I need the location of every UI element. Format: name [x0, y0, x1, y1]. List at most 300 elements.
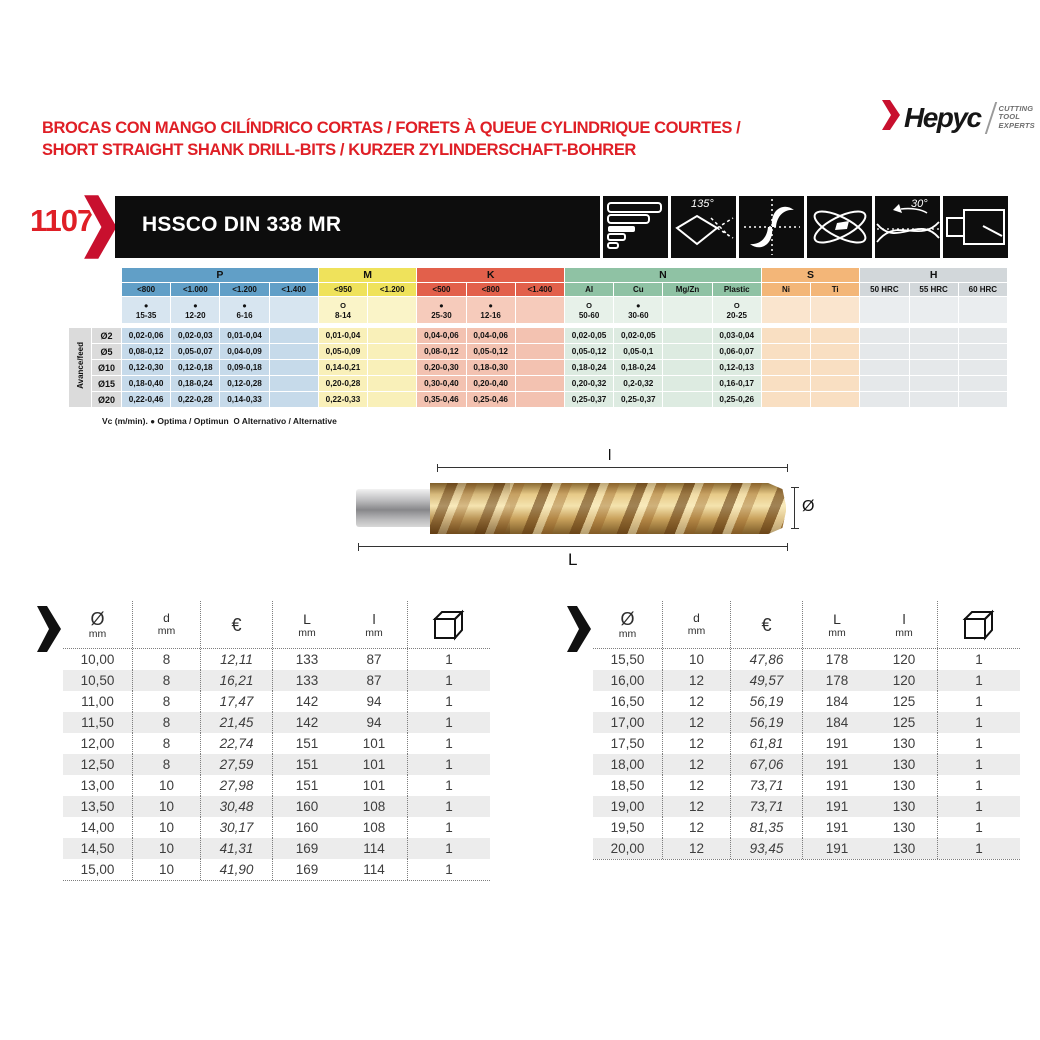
feed-value-cell: 0,30-0,40	[417, 376, 465, 391]
feed-value-cell	[516, 360, 564, 375]
feed-value-cell	[270, 392, 318, 407]
feed-value-cell	[762, 328, 810, 343]
feed-value-cell	[811, 360, 859, 375]
feed-value-cell	[959, 360, 1007, 375]
order-cell: 133	[295, 652, 319, 667]
order-cell: 191	[825, 841, 849, 856]
flute-length-label: l	[608, 447, 612, 464]
material-subcol: <950	[319, 283, 367, 296]
feed-value-cell	[663, 392, 711, 407]
vc-cell	[762, 297, 810, 323]
order-cell: 1	[975, 757, 983, 772]
order-cell: 191	[825, 799, 849, 814]
diameter-dim-line	[794, 487, 795, 529]
order-cell: 1	[445, 652, 453, 667]
order-cell: 178	[825, 673, 849, 688]
vc-cell: O 50-60	[565, 297, 613, 323]
feed-value-cell: 0,02-0,05	[565, 328, 613, 343]
material-subcol: <800	[122, 283, 170, 296]
order-row	[63, 712, 490, 733]
feed-value-cell: 0,12-0,13	[713, 360, 761, 375]
order-cell: 1	[445, 862, 453, 877]
table-chevron-icon	[567, 606, 593, 657]
feed-value-cell	[368, 392, 416, 407]
order-cell: 10	[133, 775, 201, 796]
flute-length-col-header: l	[902, 610, 906, 627]
order-cell: 47,86	[731, 649, 803, 670]
material-subcol: <800	[467, 283, 515, 296]
feed-value-cell	[910, 392, 958, 407]
order-cell: 41,90	[201, 859, 273, 880]
feed-value-cell: 0,18-0,24	[565, 360, 613, 375]
feed-value-cell: 0,01-0,04	[319, 328, 367, 343]
feed-value-cell: 0,08-0,12	[417, 344, 465, 359]
order-row	[63, 859, 490, 880]
order-cell: 1	[975, 694, 983, 709]
size-range-icon	[600, 196, 668, 258]
order-cell: 10	[133, 796, 201, 817]
order-cell: 10	[663, 649, 731, 670]
order-cell: 13,50	[63, 796, 133, 817]
feed-value-cell	[910, 328, 958, 343]
feed-value-cell	[860, 344, 908, 359]
feed-value-cell: 0,20-0,28	[319, 376, 367, 391]
feed-value-cell: 0,18-0,30	[467, 360, 515, 375]
total-length-col-header: L	[303, 610, 311, 627]
feed-value-cell: 0,09-0,18	[220, 360, 268, 375]
order-row	[63, 775, 490, 796]
total-length-dim-line	[358, 546, 788, 547]
drill-shank-image	[356, 489, 433, 527]
feed-value-cell	[270, 376, 318, 391]
material-subcol: Plastic	[713, 283, 761, 296]
cutting-table-legend: Vc (m/min). ● Optima / Optimun O Alternativo / Alternative	[102, 416, 337, 426]
order-row	[63, 838, 490, 859]
feed-value-cell: 0,18-0,24	[171, 376, 219, 391]
feed-value-cell	[368, 328, 416, 343]
order-cell: 169	[295, 841, 319, 856]
order-row	[63, 691, 490, 712]
vc-cell	[516, 297, 564, 323]
feed-value-cell: 0,04-0,06	[417, 328, 465, 343]
feed-value-cell: 0,25-0,46	[467, 392, 515, 407]
order-cell: 56,19	[731, 712, 803, 733]
material-group-K: K	[417, 268, 564, 282]
feed-value-cell: 0,05-0,1	[614, 344, 662, 359]
order-cell: 1	[445, 841, 453, 856]
feed-value-cell	[516, 328, 564, 343]
order-row	[593, 733, 1020, 754]
material-subcol: 50 HRC	[860, 283, 908, 296]
material-group-N: N	[565, 268, 761, 282]
order-cell: 1	[445, 799, 453, 814]
order-cell: 94	[341, 712, 408, 733]
material-subcol: <1.400	[516, 283, 564, 296]
vc-cell	[959, 297, 1007, 323]
feed-value-cell: 0,12-0,28	[220, 376, 268, 391]
order-cell: 101	[341, 754, 408, 775]
order-cell: 108	[341, 796, 408, 817]
order-cell: 191	[825, 757, 849, 772]
feed-value-cell: 0,05-0,12	[565, 344, 613, 359]
order-cell: 1	[445, 820, 453, 835]
feed-value-cell	[959, 328, 1007, 343]
order-cell: 191	[825, 778, 849, 793]
feed-value-cell: 0,01-0,04	[220, 328, 268, 343]
order-cell: 10,00	[63, 649, 133, 670]
feed-value-cell	[762, 392, 810, 407]
order-cell: 1	[975, 652, 983, 667]
order-row	[593, 817, 1020, 838]
flute-length-dim-line	[437, 467, 788, 468]
order-table-body	[63, 649, 490, 880]
feed-value-cell: 0,06-0,07	[713, 344, 761, 359]
diameter-col-header: Ø	[90, 608, 105, 629]
feed-value-cell	[811, 344, 859, 359]
order-cell: 1	[445, 673, 453, 688]
vc-cell: ● 12-20	[171, 297, 219, 323]
material-subcol: Mg/Zn	[663, 283, 711, 296]
order-cell: 17,50	[593, 733, 663, 754]
feed-value-cell	[860, 392, 908, 407]
order-cell: 20,00	[593, 838, 663, 859]
feed-value-cell: 0,14-0,33	[220, 392, 268, 407]
vc-cell	[860, 297, 908, 323]
feed-value-cell: 0,20-0,32	[565, 376, 613, 391]
material-subcol: 55 HRC	[910, 283, 958, 296]
feed-diameter-label: Ø5	[92, 344, 121, 359]
order-cell: 1	[975, 778, 983, 793]
package-qty-icon	[408, 601, 490, 648]
order-cell: 12	[663, 733, 731, 754]
feed-value-cell: 0,22-0,28	[171, 392, 219, 407]
order-cell: 27,98	[201, 775, 273, 796]
order-cell: 160	[295, 799, 319, 814]
order-cell: 19,00	[593, 796, 663, 817]
feed-value-cell: 0,25-0,37	[565, 392, 613, 407]
order-cell: 12	[663, 775, 731, 796]
order-cell: 87	[341, 649, 408, 670]
order-cell: 10,50	[63, 670, 133, 691]
order-row	[593, 712, 1020, 733]
price-col-header: €	[231, 614, 242, 635]
logo-divider	[984, 102, 996, 134]
feed-value-cell	[368, 344, 416, 359]
total-length-label: L	[568, 550, 578, 569]
order-row	[593, 754, 1020, 775]
order-cell: 30,48	[201, 796, 273, 817]
order-row	[593, 838, 1020, 859]
order-cell: 73,71	[731, 796, 803, 817]
order-cell: 67,06	[731, 754, 803, 775]
feed-value-cell	[811, 328, 859, 343]
price-col-header: €	[761, 614, 772, 635]
feed-value-cell	[368, 376, 416, 391]
feed-value-cell: 0,20-0,40	[467, 376, 515, 391]
order-cell: 21,45	[201, 712, 273, 733]
feed-value-cell: 0,05-0,12	[467, 344, 515, 359]
order-cell: 10	[133, 817, 201, 838]
order-cell: 8	[133, 733, 201, 754]
feed-value-cell: 0,05-0,07	[171, 344, 219, 359]
feed-value-cell: 0,18-0,24	[614, 360, 662, 375]
order-table-body	[593, 649, 1020, 859]
feed-value-cell: 0,35-0,46	[417, 392, 465, 407]
order-cell: 93,45	[731, 838, 803, 859]
order-cell: 12	[663, 712, 731, 733]
order-cell: 10	[133, 859, 201, 880]
order-cell: 8	[133, 754, 201, 775]
order-cell: 12,50	[63, 754, 133, 775]
product-title-bar	[115, 196, 1008, 258]
order-row	[63, 649, 490, 670]
material-subcol: 60 HRC	[959, 283, 1007, 296]
order-cell: 41,31	[201, 838, 273, 859]
alternative-mark-icon: O	[233, 417, 240, 426]
feed-value-cell: 0,22-0,33	[319, 392, 367, 407]
order-cell: 130	[871, 838, 938, 859]
order-cell: 151	[295, 736, 319, 751]
feed-value-cell	[762, 376, 810, 391]
order-cell: 11,50	[63, 712, 133, 733]
order-cell: 18,50	[593, 775, 663, 796]
diameter-label: Ø	[802, 498, 815, 515]
order-cell: 191	[825, 736, 849, 751]
feed-value-cell	[762, 344, 810, 359]
material-subcol: Cu	[614, 283, 662, 296]
order-cell: 15,50	[593, 649, 663, 670]
order-cell: 18,00	[593, 754, 663, 775]
order-cell: 142	[295, 694, 319, 709]
order-cell: 8	[133, 649, 201, 670]
material-subcol: <1.000	[171, 283, 219, 296]
feed-value-cell	[516, 344, 564, 359]
feed-value-cell	[910, 344, 958, 359]
product-name: HSSCO DIN 338 MR	[142, 213, 342, 236]
feed-value-cell	[811, 376, 859, 391]
order-cell: 142	[295, 715, 319, 730]
feed-value-cell	[663, 360, 711, 375]
order-cell: 133	[295, 673, 319, 688]
order-cell: 12,00	[63, 733, 133, 754]
flute-length-col-header: l	[372, 610, 376, 627]
order-cell: 1	[975, 736, 983, 751]
order-cell: 130	[871, 775, 938, 796]
order-cell: 1	[975, 715, 983, 730]
order-cell: 19,50	[593, 817, 663, 838]
vc-cell: O 8-14	[319, 297, 367, 323]
order-cell: 108	[341, 817, 408, 838]
page-title	[42, 117, 740, 161]
vc-cell: ● 15-35	[122, 297, 170, 323]
material-group-H: H	[860, 268, 1007, 282]
vc-cell	[811, 297, 859, 323]
material-group-P: P	[122, 268, 318, 282]
material-subcol: Ni	[762, 283, 810, 296]
vc-cell	[270, 297, 318, 323]
order-cell: 178	[825, 652, 849, 667]
order-cell: 120	[871, 649, 938, 670]
order-cell: 160	[295, 820, 319, 835]
order-cell: 17,47	[201, 691, 273, 712]
feed-value-cell: 0,03-0,04	[713, 328, 761, 343]
feed-value-cell: 0,02-0,05	[614, 328, 662, 343]
feed-value-cell: 0,12-0,30	[122, 360, 170, 375]
feed-value-cell: 0,18-0,40	[122, 376, 170, 391]
order-row	[593, 670, 1020, 691]
order-cell: 30,17	[201, 817, 273, 838]
order-cell: 125	[871, 691, 938, 712]
order-cell: 125	[871, 712, 938, 733]
order-cell: 16,21	[201, 670, 273, 691]
feed-value-cell	[910, 376, 958, 391]
order-cell: 8	[133, 691, 201, 712]
order-row	[593, 691, 1020, 712]
order-cell: 13,00	[63, 775, 133, 796]
feed-value-cell	[959, 344, 1007, 359]
order-row	[63, 754, 490, 775]
total-length-col-header: L	[833, 610, 841, 627]
feed-value-cell: 0,16-0,17	[713, 376, 761, 391]
order-cell: 12	[663, 691, 731, 712]
order-cell: 16,50	[593, 691, 663, 712]
feed-diameter-label: Ø2	[92, 328, 121, 343]
feed-value-cell: 0,2-0,32	[614, 376, 662, 391]
order-cell: 73,71	[731, 775, 803, 796]
drill-point-icon	[804, 196, 872, 258]
feed-diameter-label: Ø10	[92, 360, 121, 375]
shank-dia-col-header: d	[693, 611, 700, 625]
feed-value-cell: 0,02-0,06	[122, 328, 170, 343]
feed-value-cell	[910, 360, 958, 375]
order-cell: 130	[871, 817, 938, 838]
order-cell: 12	[663, 817, 731, 838]
point-angle-135-icon: 135°	[668, 196, 736, 258]
feed-side-label: Avance/feed	[69, 328, 91, 407]
feed-value-cell: 0,25-0,37	[614, 392, 662, 407]
feed-value-cell: 0,14-0,21	[319, 360, 367, 375]
order-cell: 10	[133, 838, 201, 859]
feed-value-cell	[762, 360, 810, 375]
order-cell: 1	[445, 715, 453, 730]
product-code: 1107	[30, 203, 94, 238]
order-cell: 49,57	[731, 670, 803, 691]
feed-value-cell: 0,02-0,03	[171, 328, 219, 343]
feed-value-cell: 0,20-0,30	[417, 360, 465, 375]
order-table-header: Ø mm d mm € L mm l mm	[63, 601, 490, 649]
material-subcol: Ti	[811, 283, 859, 296]
logo-brand-text: Hepyc	[904, 101, 981, 133]
order-cell: 169	[295, 862, 319, 877]
feed-value-cell	[860, 376, 908, 391]
vc-cell	[368, 297, 416, 323]
order-row	[593, 796, 1020, 817]
page-title-line1: BROCAS CON MANGO CILÍNDRICO CORTAS / FORETS À QUEUE CYLINDRIQUE COURTES /	[42, 119, 741, 137]
feed-value-cell: 0,05-0,09	[319, 344, 367, 359]
order-cell: 151	[295, 778, 319, 793]
order-cell: 1	[445, 736, 453, 751]
order-row	[63, 733, 490, 754]
order-cell: 81,35	[731, 817, 803, 838]
order-cell: 1	[975, 673, 983, 688]
feed-value-cell	[959, 376, 1007, 391]
order-cell: 101	[341, 733, 408, 754]
shank-icon	[940, 196, 1008, 258]
material-group-M: M	[319, 268, 416, 282]
feed-value-cell	[663, 344, 711, 359]
feed-value-cell	[516, 376, 564, 391]
order-cell: 12	[663, 754, 731, 775]
feed-value-cell	[959, 392, 1007, 407]
order-table-header: Ø mm d mm € L mm l mm	[593, 601, 1020, 649]
order-cell: 130	[871, 796, 938, 817]
vc-cell	[910, 297, 958, 323]
order-cell: 27,59	[201, 754, 273, 775]
order-cell: 12	[663, 796, 731, 817]
vc-cell: ● 12-16	[467, 297, 515, 323]
vc-cell: ● 6-16	[220, 297, 268, 323]
order-cell: 22,74	[201, 733, 273, 754]
order-cell: 1	[975, 799, 983, 814]
feed-value-cell	[663, 376, 711, 391]
order-cell: 1	[445, 778, 453, 793]
feed-value-cell: 0,22-0,46	[122, 392, 170, 407]
order-row	[593, 649, 1020, 670]
feed-value-cell	[860, 360, 908, 375]
order-cell: 94	[341, 691, 408, 712]
cutting-speed-table	[68, 267, 1008, 408]
logo-tagline: CUTTING TOOL EXPERTS	[998, 103, 1035, 130]
order-cell: 120	[871, 670, 938, 691]
feed-value-cell	[663, 328, 711, 343]
order-cell: 184	[825, 715, 849, 730]
order-row	[63, 670, 490, 691]
picto-row	[600, 196, 1008, 258]
feed-value-cell	[811, 392, 859, 407]
optimal-mark-icon: ●	[150, 417, 156, 426]
order-cell: 56,19	[731, 691, 803, 712]
material-subcol: <500	[417, 283, 465, 296]
order-cell: 184	[825, 694, 849, 709]
order-cell: 87	[341, 670, 408, 691]
feed-value-cell	[368, 360, 416, 375]
feed-value-cell: 0,25-0,26	[713, 392, 761, 407]
table-chevron-icon	[37, 606, 63, 657]
order-cell: 16,00	[593, 670, 663, 691]
order-row	[63, 817, 490, 838]
order-cell: 12,11	[201, 649, 273, 670]
order-cell: 130	[871, 754, 938, 775]
feed-value-cell	[270, 360, 318, 375]
vc-cell: ● 30-60	[614, 297, 662, 323]
cross-section-icon	[736, 196, 804, 258]
feed-value-cell	[516, 392, 564, 407]
feed-value-cell	[270, 344, 318, 359]
order-cell: 14,00	[63, 817, 133, 838]
material-subcol: <1.200	[220, 283, 268, 296]
order-row	[63, 796, 490, 817]
feed-value-cell: 0,04-0,06	[467, 328, 515, 343]
feed-value-cell: 0,12-0,18	[171, 360, 219, 375]
order-cell: 12	[663, 838, 731, 859]
order-cell: 101	[341, 775, 408, 796]
order-cell: 151	[295, 757, 319, 772]
order-cell: 8	[133, 712, 201, 733]
order-cell: 14,50	[63, 838, 133, 859]
vc-cell	[663, 297, 711, 323]
order-cell: 114	[341, 838, 408, 859]
order-cell: 61,81	[731, 733, 803, 754]
